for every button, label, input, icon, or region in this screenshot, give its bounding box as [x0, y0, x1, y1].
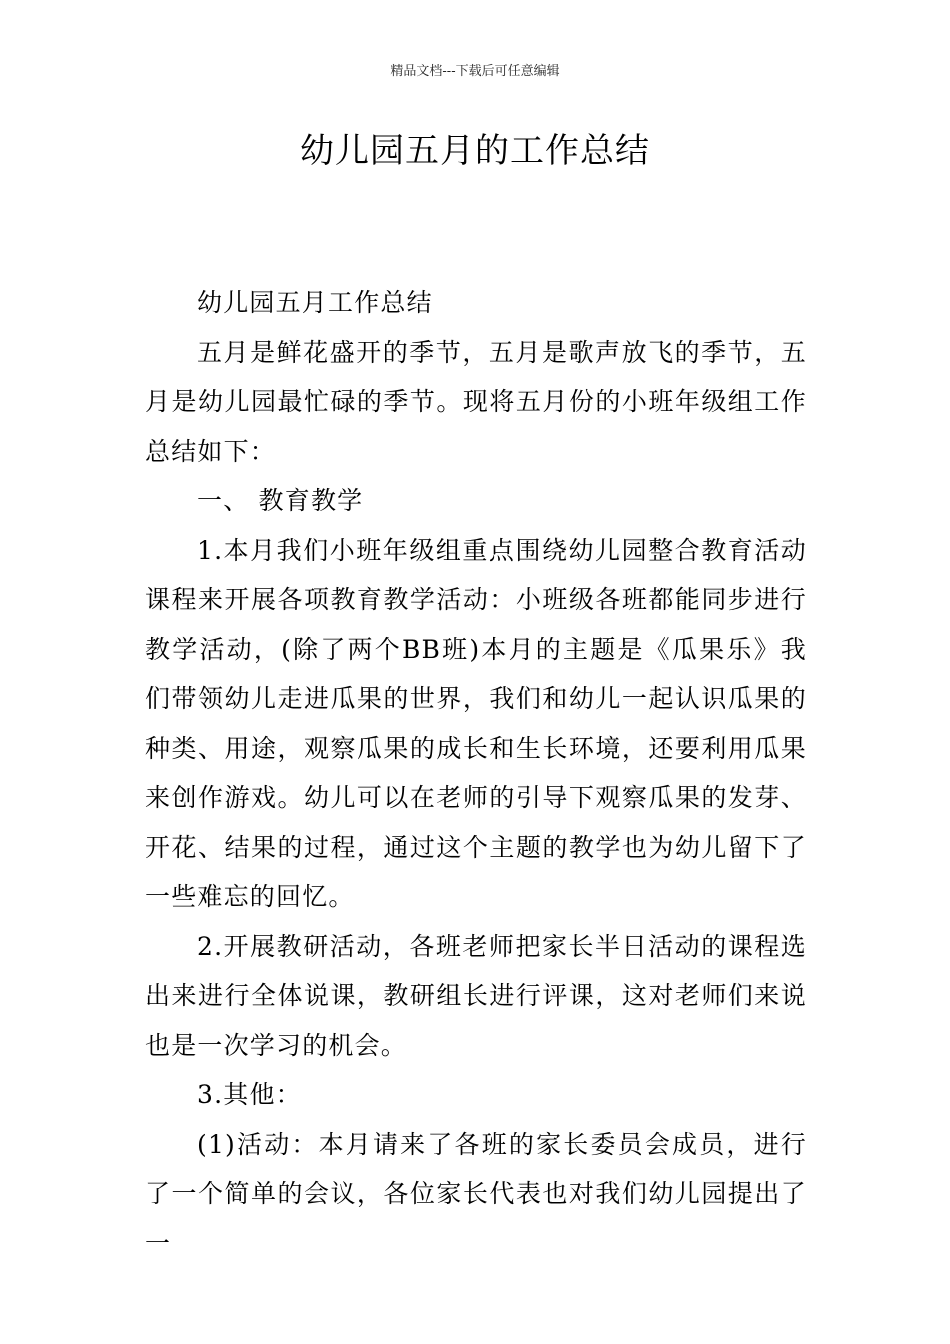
page-header-watermark: 精品文档---下载后可任意编辑 [390, 64, 560, 79]
document-body [145, 278, 807, 1268]
subtitle-paragraph: 幼儿园五月工作总结 [197, 288, 433, 317]
document-title: 幼儿园五月的工作总结 [300, 131, 650, 171]
section-heading: 一、 教育教学 [197, 486, 364, 515]
item-3-paragraph: 3.其他： [197, 1080, 302, 1109]
sub-item-1-paragraph: (1)活动：本月请来了各班的家长委员会成员，进行了一个简单的会议，各位家长代表也对我们幼儿园提出了一 [145, 1129, 807, 1258]
item-1-paragraph: 1.本月我们小班年级组重点围绕幼儿园整合教育活动课程来开展各项教育教学活动：小班级各班都能同步进行教学活动，(除了两个BB班)本月的主题是《瓜果乐》我们带领幼儿走进瓜果的世界，我们和幼儿一起认识瓜果的种类、用途，观察瓜果的成长和生长环境，还要利用瓜果来创作游戏。幼儿可以在老师的引导下观察瓜果的发芽、开花、结果的过程，通过这个主题的教学也为幼儿留下了一些难忘的回忆。 [145, 535, 807, 911]
intro-paragraph: 五月是鲜花盛开的季节，五月是歌声放飞的季节，五月是幼儿园最忙碌的季节。现将五月份的小班年级组工作总结如下： [145, 337, 807, 466]
item-2-paragraph: 2.开展教研活动，各班老师把家长半日活动的课程选出来进行全体说课，教研组长进行评课，这对老师们来说也是一次学习的机会。 [145, 931, 807, 1060]
